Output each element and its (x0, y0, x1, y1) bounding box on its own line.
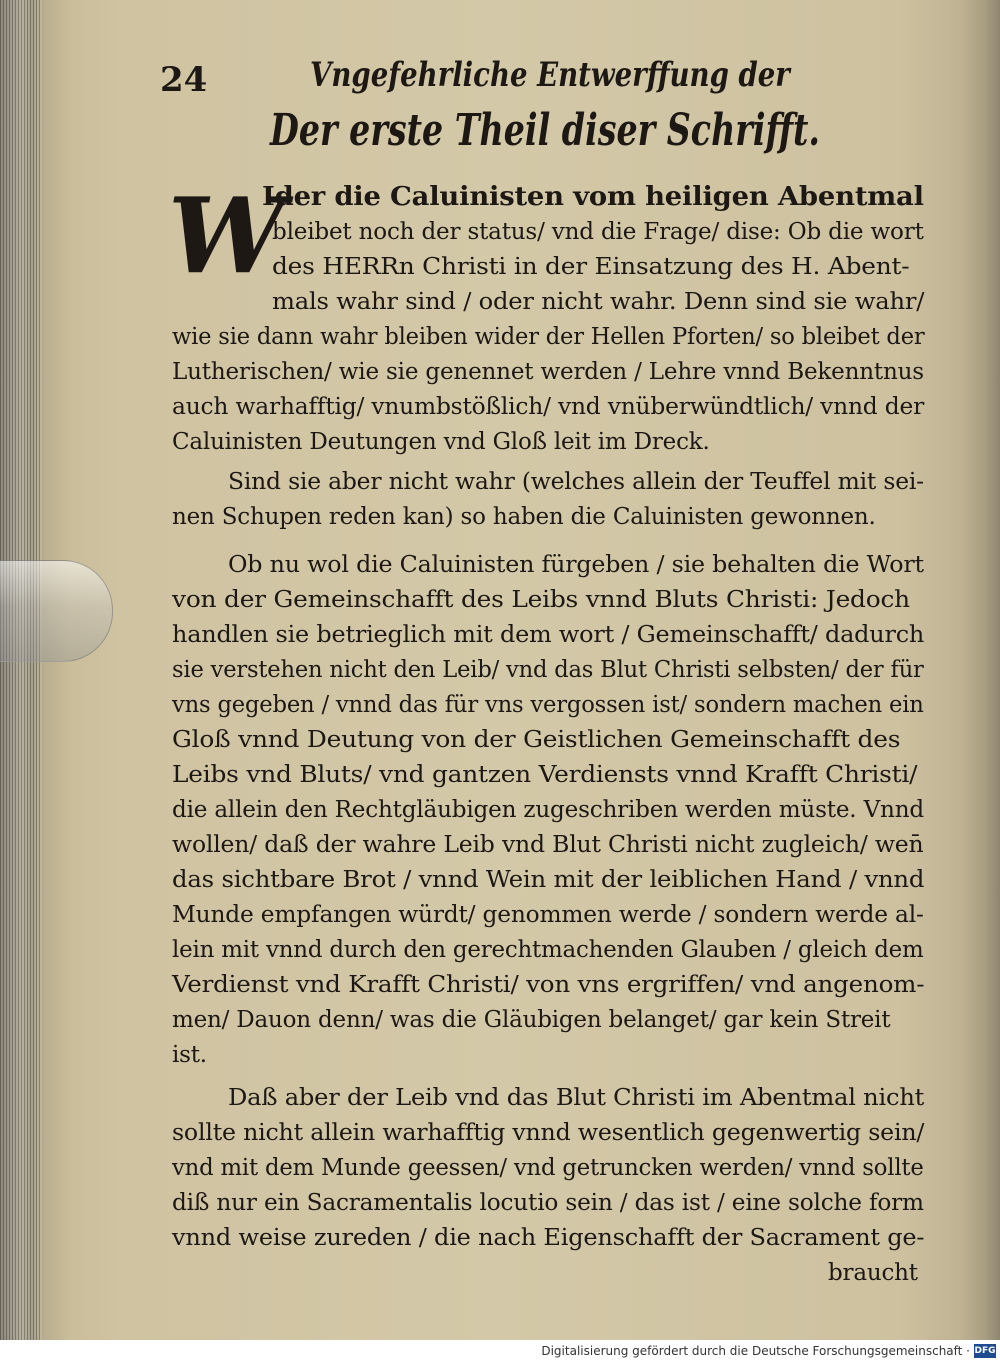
text-line: das sichtbare Brot / vnnd Wein mit der leiblichen Hand / vnnd (172, 867, 925, 893)
text-line: vnd mit dem Munde geessen/ vnd getruncken werden/ vnnd sollte (172, 1155, 924, 1181)
text-line: ist. (172, 1042, 207, 1068)
page-number: 24 (160, 60, 208, 100)
text-line: Leibs vnd Bluts/ vnd gantzen Verdiensts vnnd Krafft Christi/ (172, 762, 918, 788)
text-line: die allein den Rechtgläubigen zugeschriben werden müste. Vnnd (172, 797, 924, 823)
text-line: vns gegeben / vnnd das für vns vergossen ist/ sondern machen ein (172, 692, 924, 718)
drop-cap-initial: W (168, 174, 285, 297)
page-clip (0, 560, 113, 662)
text-line: Verdienst vnd Krafft Christi/ von vns ergriffen/ vnd angenom- (172, 972, 925, 998)
text-line: men/ Dauon denn/ was die Gläubigen belanget/ gar kein Streit (172, 1007, 891, 1033)
text-line: bleibet noch der status/ vnd die Frage/ dise: Ob die wort (272, 219, 924, 245)
text-line: sie verstehen nicht den Leib/ vnd das Blut Christi selbsten/ der für (172, 657, 924, 683)
text-line: wie sie dann wahr bleiben wider der Hellen Pforten/ so bleibet der (172, 324, 925, 350)
text-line: Ider die Caluinisten vom heiligen Abentmal (262, 182, 924, 212)
text-line: Munde empfangen würdt/ genommen werde / sondern werde al- (172, 902, 924, 928)
running-title: Vngefehrliche Entwerffung der (310, 55, 790, 95)
text-line: braucht (828, 1260, 918, 1286)
text-line: Gloß vnnd Deutung von der Geistlichen Gemeinschafft des (172, 727, 901, 753)
part-heading: Der erste Theil diser Schrifft. (270, 105, 820, 156)
text-line: lein mit vnnd durch den gerechtmachenden Glauben / gleich dem (172, 937, 924, 963)
footer-credit: Digitalisierung gefördert durch die Deutsche Forschungsgemeinschaft · (541, 1344, 970, 1358)
text-line: von der Gemeinschafft des Leibs vnnd Bluts Christi: Jedoch (172, 587, 910, 613)
text-line: des HERRn Christi in der Einsatzung des H. Abent- (272, 254, 910, 280)
text-line: nen Schupen reden kan) so haben die Caluinisten gewonnen. (172, 504, 876, 530)
book-page-edges (0, 0, 42, 1340)
text-line: wollen/ daß der wahre Leib vnd Blut Christi nicht zugleich/ wen̄ (172, 832, 924, 858)
digitization-footer (0, 1340, 1000, 1364)
text-line: Caluinisten Deutungen vnd Gloß leit im Dreck. (172, 429, 710, 455)
text-line: Ob nu wol die Caluinisten fürgeben / sie behalten die Wort (228, 552, 924, 578)
text-line: Lutherischen/ wie sie genennet werden / Lehre vnnd Bekenntnus (172, 359, 924, 385)
text-line: handlen sie betrieglich mit dem wort / Gemeinschafft/ dadurch (172, 622, 925, 648)
text-line: auch warhafftig/ vnumbstößlich/ vnd vnüberwündtlich/ vnnd der (172, 394, 925, 420)
dfg-logo: DFG (974, 1346, 996, 1356)
text-line: diß nur ein Sacramentalis locutio sein / das ist / eine solche form (172, 1190, 924, 1216)
text-line: mals wahr sind / oder nicht wahr. Denn sind sie wahr/ (272, 289, 925, 315)
text-line: sollte nicht allein warhafftig vnnd wesentlich gegenwertig sein/ (172, 1120, 925, 1146)
text-line: vnnd weise zureden / die nach Eigenschafft der Sacrament ge- (172, 1225, 925, 1251)
text-line: Sind sie aber nicht wahr (welches allein der Teuffel mit sei- (228, 469, 924, 495)
text-line: Daß aber der Leib vnd das Blut Christi im Abentmal nicht (228, 1085, 925, 1111)
